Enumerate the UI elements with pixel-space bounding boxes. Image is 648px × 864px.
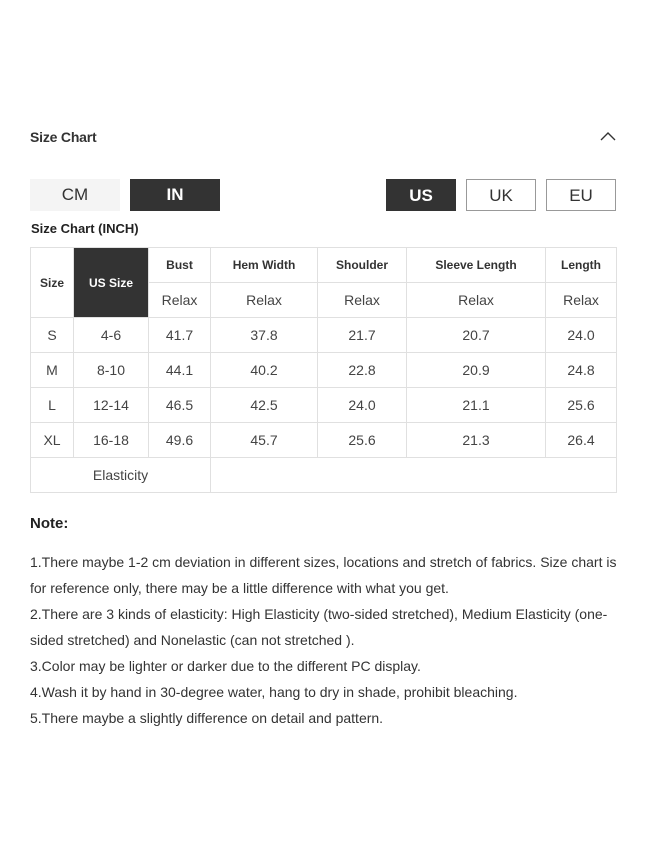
cell-hem-width: 40.2 [211, 353, 318, 388]
cell-sleeve-length: 20.9 [407, 353, 546, 388]
cell-size: XL [31, 423, 74, 458]
header-us-size: US Size [74, 248, 149, 318]
cell-bust: 41.7 [149, 318, 211, 353]
cell-length: 24.8 [546, 353, 617, 388]
cell-us-size: 4-6 [74, 318, 149, 353]
section-title: Size Chart [30, 129, 97, 145]
header-shoulder: Shoulder [318, 248, 407, 283]
cell-hem-width: 42.5 [211, 388, 318, 423]
table-header-row [31, 248, 617, 283]
cell-shoulder: 25.6 [318, 423, 407, 458]
cell-length: 26.4 [546, 423, 617, 458]
size-chart-subtitle: Size Chart (INCH) [31, 221, 139, 236]
header-size: Size [31, 248, 74, 318]
cell-length: 24.0 [546, 318, 617, 353]
cell-shoulder: 22.8 [318, 353, 407, 388]
cell-sleeve-length: 21.3 [407, 423, 546, 458]
elasticity-value [211, 458, 617, 493]
region-eu-button[interactable]: EU [546, 179, 616, 211]
table-elasticity-row [31, 458, 617, 493]
region-uk-button[interactable]: UK [466, 179, 536, 211]
note-item: 5.There maybe a slightly difference on detail and pattern. [30, 710, 384, 726]
cell-bust: 46.5 [149, 388, 211, 423]
cell-sleeve-length: 21.1 [407, 388, 546, 423]
note-title: Note: [30, 515, 69, 532]
note-item: 1.There maybe 1-2 cm deviation in different sizes, locations and stretch of fabrics. Size chart is for reference only, there may be a little difference with what you get. [30, 554, 617, 596]
cell-us-size: 16-18 [74, 423, 149, 458]
cell-size: L [31, 388, 74, 423]
note-item: 2.There are 3 kinds of elasticity: High Elasticity (two-sided stretched), Medium Elasticity (one-sided stretched) and Nonelastic (can not stretched ). [30, 606, 608, 648]
cell-sleeve-length: 20.7 [407, 318, 546, 353]
fit-sleeve-length: Relax [407, 283, 546, 318]
cell-us-size: 12-14 [74, 388, 149, 423]
table-row [31, 353, 617, 388]
unit-cm-button[interactable]: CM [30, 179, 120, 211]
fit-shoulder: Relax [318, 283, 407, 318]
cell-shoulder: 21.7 [318, 318, 407, 353]
fit-bust: Relax [149, 283, 211, 318]
region-us-button[interactable]: US [386, 179, 456, 211]
table-row [31, 318, 617, 353]
size-chart-header[interactable] [30, 128, 618, 148]
note-item: 3.Color may be lighter or darker due to the different PC display. [30, 658, 421, 674]
cell-size: S [31, 318, 74, 353]
note-section [30, 513, 620, 731]
chevron-up-icon[interactable] [600, 130, 616, 142]
note-item: 4.Wash it by hand in 30-degree water, hang to dry in shade, prohibit bleaching. [30, 684, 518, 700]
table-row [31, 423, 617, 458]
header-hem-width: Hem Width [211, 248, 318, 283]
cell-hem-width: 45.7 [211, 423, 318, 458]
header-length: Length [546, 248, 617, 283]
fit-hem-width: Relax [211, 283, 318, 318]
fit-length: Relax [546, 283, 617, 318]
unit-in-button[interactable]: IN [130, 179, 220, 211]
header-sleeve-length: Sleeve Length [407, 248, 546, 283]
size-table [30, 247, 617, 493]
cell-length: 25.6 [546, 388, 617, 423]
header-bust: Bust [149, 248, 211, 283]
table-row [31, 388, 617, 423]
cell-bust: 49.6 [149, 423, 211, 458]
elasticity-label: Elasticity [31, 458, 211, 493]
cell-bust: 44.1 [149, 353, 211, 388]
cell-size: M [31, 353, 74, 388]
cell-shoulder: 24.0 [318, 388, 407, 423]
cell-us-size: 8-10 [74, 353, 149, 388]
cell-hem-width: 37.8 [211, 318, 318, 353]
